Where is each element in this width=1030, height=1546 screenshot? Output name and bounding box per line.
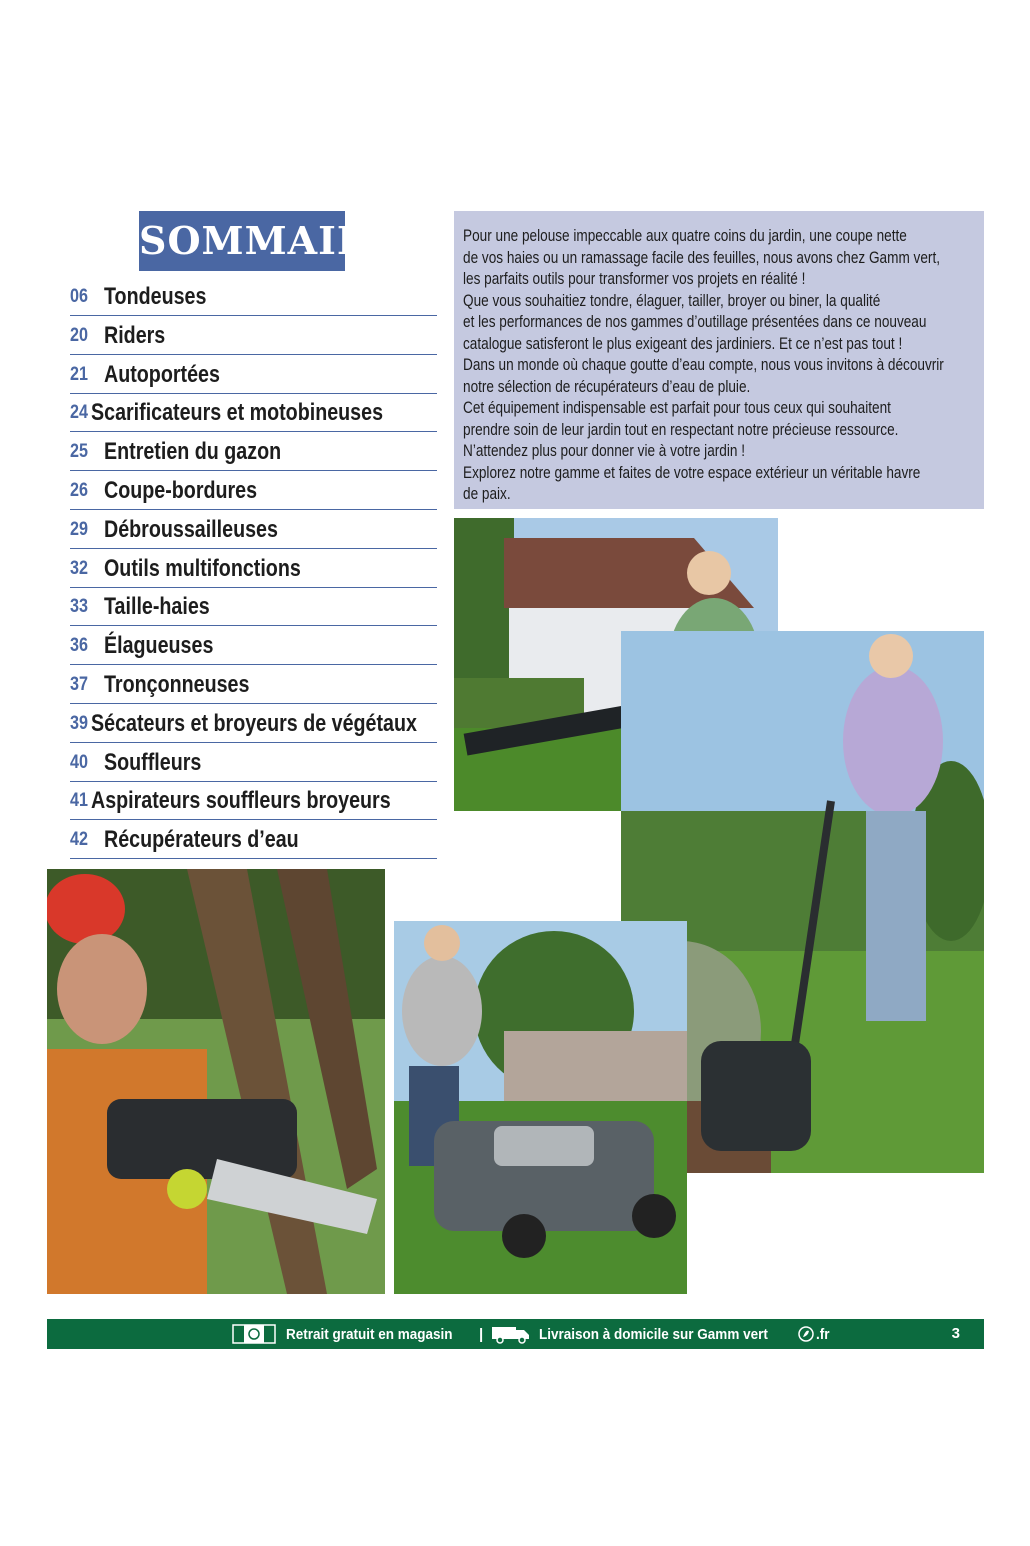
toc-item[interactable] <box>70 434 437 471</box>
toc-item[interactable] <box>70 357 437 394</box>
toc-label: Coupe-bordures <box>104 476 258 504</box>
toc-page-number: 29 <box>70 518 88 540</box>
toc-label: Souffleurs <box>104 748 202 776</box>
toc-label: Riders <box>104 321 166 349</box>
footer-separator: | <box>479 1325 484 1343</box>
toc-page-number: 32 <box>70 557 88 579</box>
toc-label: Entretien du gazon <box>104 438 282 466</box>
toc-label: Récupérateurs d’eau <box>104 826 299 854</box>
chainsaw-photo <box>47 869 385 1294</box>
toc-item[interactable] <box>70 706 437 743</box>
toc-page-number: 20 <box>70 324 88 346</box>
toc-item[interactable] <box>70 745 437 782</box>
table-of-contents <box>70 279 437 861</box>
toc-page-number: 39 <box>70 712 88 734</box>
toc-page-number: 37 <box>70 673 88 695</box>
toc-item[interactable] <box>70 318 437 355</box>
toc-label: Élagueuses <box>104 632 214 660</box>
toc-item[interactable] <box>70 589 437 626</box>
store-icon <box>232 1324 276 1344</box>
domain-label[interactable]: .fr <box>815 1325 830 1343</box>
toc-page-number: 21 <box>70 363 88 385</box>
toc-item[interactable] <box>70 395 437 432</box>
page-title: SOMMAIRE <box>139 211 345 271</box>
toc-item[interactable] <box>70 667 437 704</box>
toc-label: Débroussailleuses <box>104 515 278 543</box>
toc-label: Aspirateurs souffleurs broyeurs <box>91 787 391 815</box>
lawn-mower-photo <box>394 921 687 1294</box>
toc-label: Taille-haies <box>104 593 210 621</box>
page-number: 3 <box>951 1325 960 1342</box>
toc-page-number: 33 <box>70 596 88 618</box>
toc-page-number: 24 <box>70 402 88 424</box>
toc-item[interactable] <box>70 783 437 820</box>
toc-label: Tondeuses <box>104 283 207 310</box>
toc-item[interactable] <box>70 628 437 665</box>
toc-page-number: 25 <box>70 441 88 463</box>
toc-label: Autoportées <box>104 360 220 388</box>
pickup-label: Retrait gratuit en magasin <box>286 1325 453 1343</box>
toc-page-number: 26 <box>70 479 88 501</box>
toc-page-number: 40 <box>70 751 88 773</box>
toc-item[interactable] <box>70 512 437 549</box>
toc-label: Scarificateurs et motobineuses <box>91 399 384 427</box>
toc-label: Outils multifonctions <box>104 554 301 582</box>
toc-page-number: 42 <box>70 829 88 851</box>
footer-services <box>232 1319 831 1349</box>
delivery-label[interactable]: Livraison à domicile sur Gamm vert <box>539 1325 769 1343</box>
toc-label: Sécateurs et broyeurs de végétaux <box>91 709 418 737</box>
toc-item[interactable] <box>70 473 437 510</box>
truck-icon <box>491 1324 531 1344</box>
intro-text: Pour une pelouse impeccable aux quatre coins du jardin, une coupe nette de vos haies ou un ramassage facile des feuilles, nous avons chez Gamm vert, les parfaits outils pour transformer vos projets en réalité ! Que vous souhaitiez tondre, élaguer, tailler, broyer ou biner, la qualité et les performances de nos gammes d’outillage présentées dans ce nouveau catalogue satisferont le plus exigeant des jardiniers. Et ce n’est pas tout ! Dans un monde où chaque goutte d’eau compte, nous vous invitons à découvrir notre sélection de récupérateurs d’eau de pluie. Cet équipement indispensable est parfait pour tous ceux qui souhaitent prendre soin de leur jardin tout en respectant notre précieuse ressource. N’attendez plus pour donner vie à votre jardin ! Explorez notre gamme et faites de votre espace extérieur un véritable havre de paix. <box>463 226 944 503</box>
footer-bar <box>47 1319 984 1349</box>
toc-page-number: 06 <box>70 286 88 307</box>
toc-item[interactable] <box>70 279 437 316</box>
toc-page-number: 41 <box>70 790 88 812</box>
intro-box <box>454 211 984 509</box>
toc-item[interactable] <box>70 551 437 588</box>
leaf-logo-icon <box>798 1326 814 1342</box>
toc-item[interactable] <box>70 822 437 859</box>
toc-page-number: 36 <box>70 635 88 657</box>
toc-label: Tronçonneuses <box>104 670 250 698</box>
